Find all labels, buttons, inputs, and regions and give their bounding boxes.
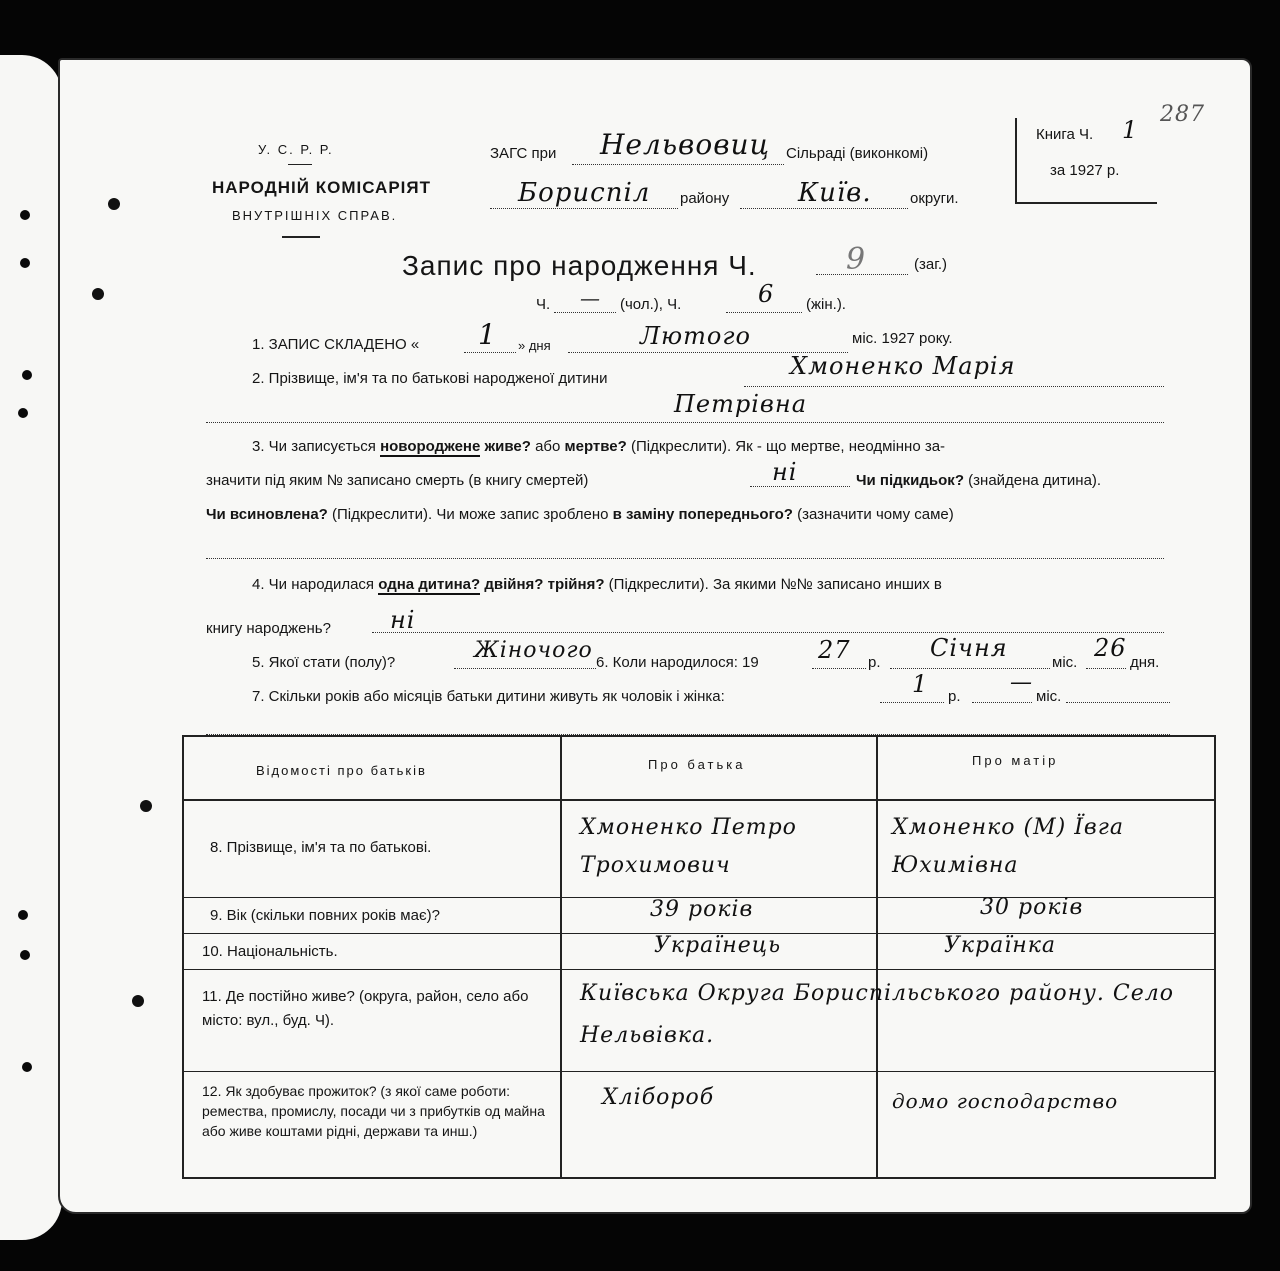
row-9-father: 39 років (650, 897, 754, 922)
row-9-label: 9. Вік (скільки повних років має)? (210, 907, 440, 924)
field-7-mis: міс. (1036, 688, 1062, 705)
row-10-label: 10. Національність. (202, 943, 338, 960)
female-count: 6 (758, 280, 775, 308)
row-8-mother: Хмоненко (М) Ївга Юхимівна (892, 815, 1124, 878)
paper-hole-icon (20, 210, 30, 220)
divider (288, 164, 312, 165)
field-5-label: 5. Якої стати (полу)? (252, 654, 396, 671)
paper-hole-icon (22, 370, 32, 380)
field-3-newborn: новороджене (380, 438, 481, 455)
field-5-value: Жіночого (474, 638, 593, 663)
field-2-label: 2. Прізвище, ім'я та по батькові народженої дитини (252, 370, 608, 387)
field-1-mid: » дня (518, 338, 551, 353)
field-3-alive: живе? (484, 438, 531, 455)
field-3-text-2a: значити під яким № записано смерть (в книгу смертей) (206, 472, 589, 489)
birth-record-sheet (58, 58, 1252, 1214)
zags-prefix: ЗАГС при (490, 145, 557, 162)
left-page-edge (0, 55, 62, 1240)
row-12-label: 12. Як здобуває прожиток? (з якої саме роботи: ремества, промислу, посади чи з прибутків од майна або живе коштами рідні, держави та инш.) (202, 1083, 545, 1139)
table-header-father: Про батька (648, 757, 746, 772)
field-7-years: 1 (912, 670, 929, 698)
field-4-line1 (252, 576, 942, 593)
field-3-line2 (206, 472, 588, 489)
parents-table (182, 735, 1216, 1179)
field-6-label: 6. Коли народилося: 19 (596, 654, 759, 671)
paper-hole-icon (108, 198, 120, 210)
field-1-day: 1 (478, 318, 497, 351)
divider (282, 236, 320, 238)
field-3-text-2c: (знайдена дитина). (968, 472, 1102, 489)
row-8-label: 8. Прізвище, ім'я та по батькові. (210, 839, 432, 856)
field-7-r: р. (948, 688, 961, 705)
field-3-text-a: 3. Чи записується (252, 438, 376, 455)
field-3-text-f: (Підкреслити). Як - що мертве, неодмінно за- (630, 438, 946, 455)
field-3-foundling: Чи підкидьок? (856, 472, 964, 489)
field-6-dnya: дня. (1130, 654, 1160, 671)
field-3-adopted: Чи всиновлена? (206, 506, 328, 523)
field-6-month: Січня (930, 634, 1008, 662)
male-count: — (580, 286, 601, 310)
okrug-name: Київ. (798, 178, 872, 208)
republic-label: У. С. Р. Р. (258, 142, 334, 157)
record-number: 9 (846, 242, 867, 277)
paper-hole-icon (140, 800, 152, 812)
book-label: Книга Ч. (1036, 126, 1094, 143)
table-header-mother: Про матір (972, 753, 1059, 768)
paper-hole-icon (18, 910, 28, 920)
row-12-father: Хлібороб (602, 1085, 715, 1110)
record-title: Запис про народження Ч. (402, 250, 757, 281)
male-suffix: (чол.), Ч. (620, 296, 682, 313)
field-3-or: або (535, 438, 561, 455)
field-1-month: Лютого (640, 322, 751, 350)
department-title: ВНУТРІШНІХ СПРАВ. (232, 208, 398, 223)
row-11-residence: Київська Округа Бориспільського району. Село Нельвівка. (580, 981, 1174, 1048)
field-7-months: — (1010, 670, 1033, 695)
record-suffix: (заг.) (914, 256, 948, 273)
row-9-mother: 30 років (980, 895, 1084, 920)
field-4-twins: двійня? трійня? (484, 576, 605, 593)
field-3-line2-end (856, 472, 1101, 489)
field-3-death-value: ні (772, 458, 798, 486)
field-7-label: 7. Скільки років або місяців батьки дитини живуть як чоловік і жінка: (252, 688, 725, 705)
paper-hole-icon (132, 995, 144, 1007)
okrug-label: округи. (910, 190, 959, 207)
book-year: за 1927 р. (1050, 162, 1120, 179)
field-4-text-d: (Підкреслити). За якими №№ записано инших в (608, 576, 942, 593)
field-6-day: 26 (1094, 634, 1127, 662)
council-suffix: Сільраді (виконкомі) (786, 145, 929, 162)
field-3-text-3d: (зазначити чому саме) (797, 506, 954, 523)
field-2-value-line2: Петрівна (674, 390, 808, 418)
field-3-text-3b: (Підкреслити). Чи може запис зроблено (332, 506, 609, 523)
row-11-label: 11. Де постійно живе? (округа, район, село або місто: вул., буд. Ч). (202, 988, 529, 1029)
row-10-mother: Українка (944, 933, 1057, 958)
female-suffix: (жін.). (806, 296, 846, 313)
row-10-father: Українець (654, 933, 782, 958)
field-4-single: одна дитина? (378, 576, 481, 593)
council-name: Нельвовиц (600, 128, 771, 161)
field-1-end: міс. 1927 року. (852, 330, 953, 347)
field-2-value-line1: Хмоненко Марія (790, 352, 1016, 380)
field-4-value: ні (390, 606, 416, 634)
paper-hole-icon (22, 1062, 32, 1072)
row-8-father: Хмоненко Петро Трохимович (580, 815, 797, 878)
field-3-replacement: в заміну попереднього? (612, 506, 793, 523)
corner-number: 287 (1160, 102, 1205, 127)
table-header-info: Відомості про батьків (256, 763, 427, 778)
field-6-r: р. (868, 654, 881, 671)
field-4-text-a: 4. Чи народилася (252, 576, 375, 593)
paper-hole-icon (20, 258, 30, 268)
commissariat-title: НАРОДНІЙ КОМІСАРІЯТ (212, 178, 431, 197)
district-name: Бориспіл (518, 178, 651, 208)
paper-hole-icon (20, 950, 30, 960)
field-3-dead: мертве? (564, 438, 627, 455)
field-3-line3 (206, 506, 954, 523)
row-12-mother: домо господарство (892, 1089, 1119, 1113)
district-label: району (680, 190, 730, 207)
paper-hole-icon (18, 408, 28, 418)
paper-hole-icon (92, 288, 104, 300)
book-number: 1 (1122, 116, 1139, 144)
field-1-label: 1. ЗАПИС СКЛАДЕНО « (252, 336, 420, 353)
field-6-mis: міс. (1052, 654, 1078, 671)
field-6-year: 27 (818, 636, 851, 664)
field-4-line2: книгу народжень? (206, 620, 331, 637)
male-label: Ч. (536, 296, 551, 313)
field-3-line1 (252, 438, 945, 455)
